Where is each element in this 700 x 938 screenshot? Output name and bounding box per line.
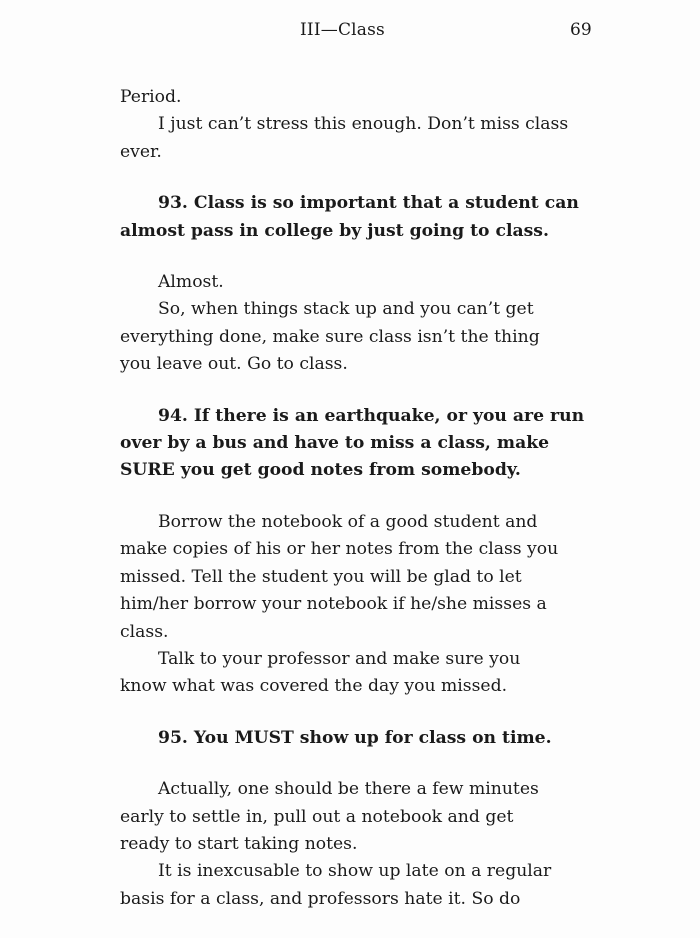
paragraph-line: Talk to your professor and make sure you [158,648,521,669]
paragraph-line: class. [120,621,169,642]
paragraph-line: know what was covered the day you missed. [120,676,508,697]
paragraph-line: missed. Tell the student you will be glad to let [120,566,522,587]
paragraph-line: So, when things stack up and you can’t get [158,299,534,320]
paragraph-line: him/her borrow your notebook if he/she misses a [120,594,547,615]
heading-line: almost pass in college by just going to class. [120,220,549,241]
running-header: III—Class [300,20,385,40]
paragraph-line: make copies of his or her notes from the class you [120,539,559,560]
tip-heading-95 [120,725,600,752]
tip-heading-94 [120,403,600,485]
paragraph-line: basis for a class, and professors hate it. So do [120,888,521,909]
paragraph-line: I just can’t stress this enough. Don’t miss class [158,114,569,135]
paragraph-line: Almost. [158,272,224,293]
paragraph-line: Actually, one should be there a few minutes [158,779,539,800]
heading-line: over by a bus and have to miss a class, make [120,433,550,454]
paragraph-line: ever. [120,141,162,162]
paragraph-line: Period. [120,87,182,107]
tip-heading-93 [120,190,600,245]
paragraph-line: It is inexcusable to show up late on a regular [158,861,552,882]
page-body [120,84,600,913]
paragraph-line: Borrow the notebook of a good student and [158,511,538,532]
paragraph-line: you leave out. Go to class. [120,354,348,375]
paragraph-line: everything done, make sure class isn’t the thing [120,326,540,347]
heading-line: 93. Class is so important that a student can [158,193,579,214]
paragraph-line: early to settle in, pull out a notebook and get [120,806,514,827]
paragraph-line: ready to start taking notes. [120,833,358,854]
page-number: 69 [570,20,592,40]
heading-line: SURE you get good notes from somebody. [120,460,521,481]
heading-line: 94. If there is an earthquake, or you are run [158,405,585,426]
heading-line: 95. You MUST show up for class on time. [158,727,552,748]
